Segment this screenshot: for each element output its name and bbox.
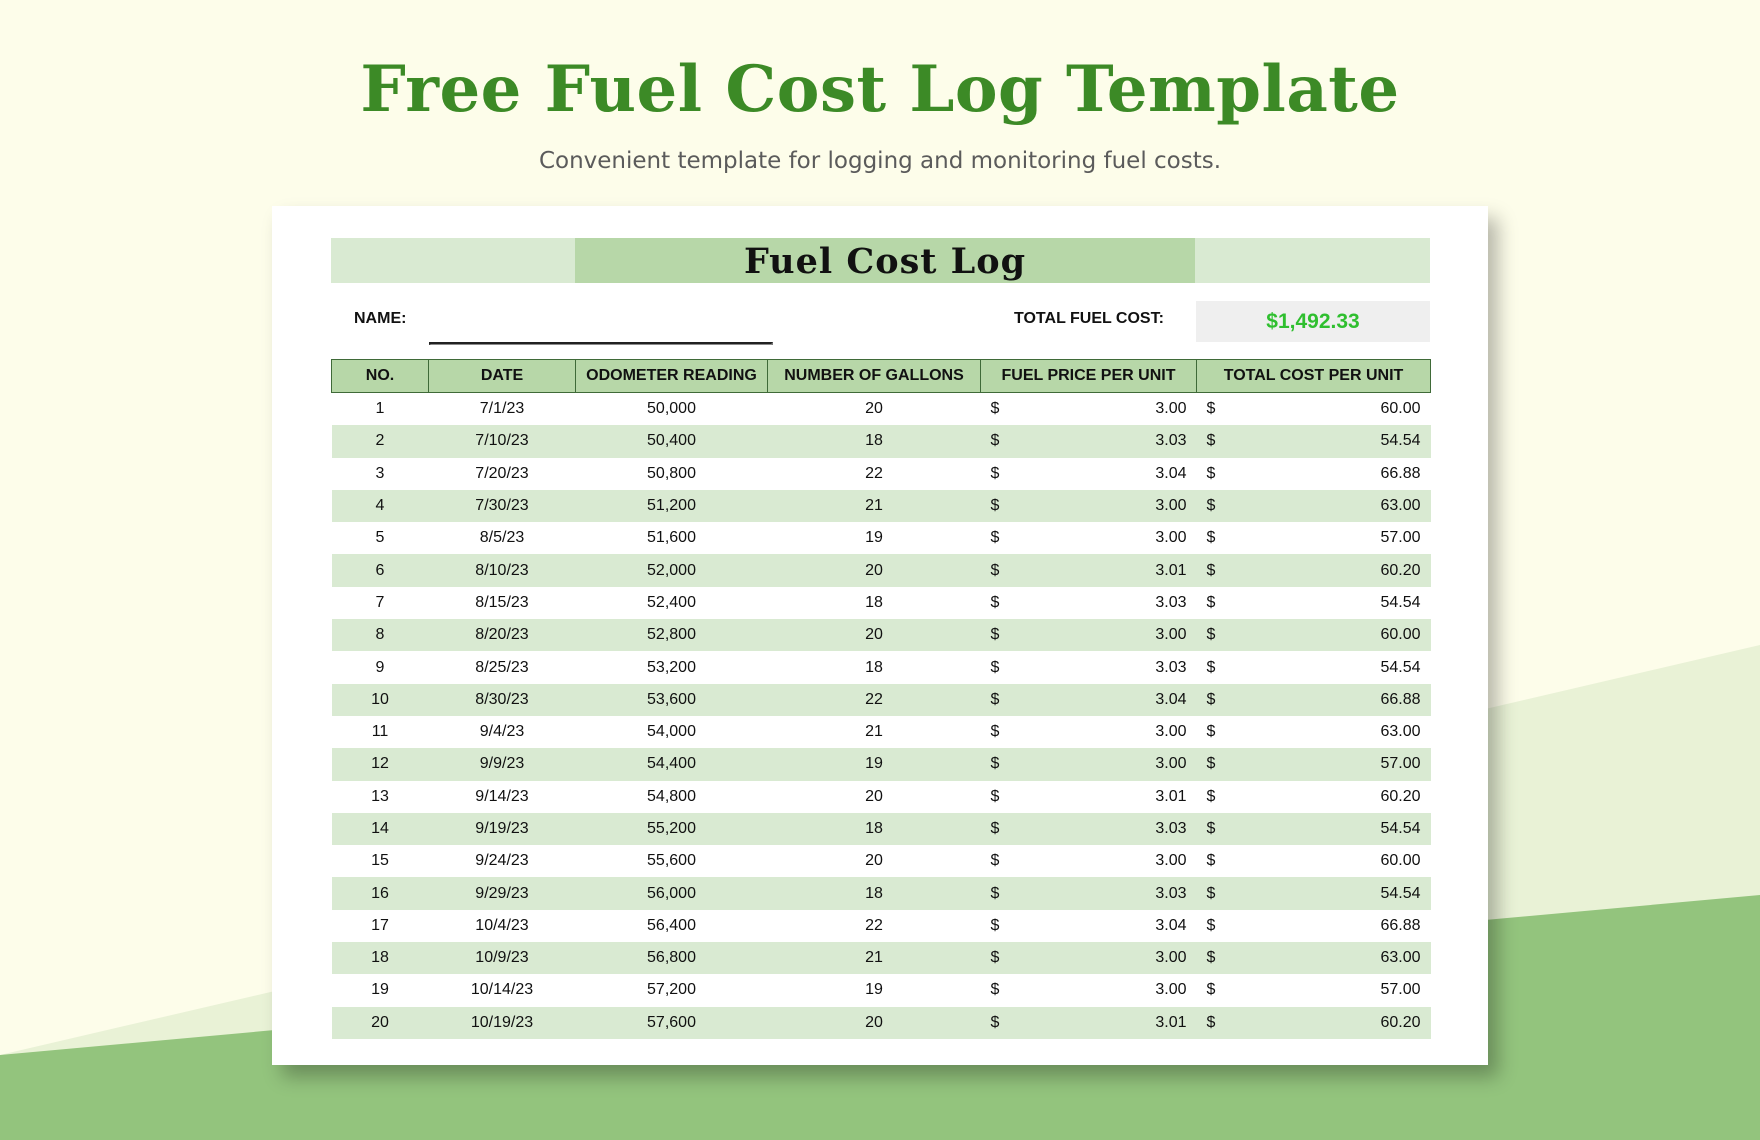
page-title: Free Fuel Cost Log Template bbox=[360, 52, 1400, 127]
cell-gallons: 21 bbox=[865, 723, 883, 741]
cell-total-cost-value: 54.54 bbox=[1380, 593, 1421, 611]
total-fuel-cost-label: TOTAL FUEL COST: bbox=[1014, 310, 1164, 327]
cell-fuel-price bbox=[981, 781, 1197, 813]
currency-symbol: $ bbox=[990, 884, 1000, 902]
cell-total-cost bbox=[1197, 651, 1431, 683]
currency-symbol: $ bbox=[990, 755, 1000, 773]
currency-symbol: $ bbox=[1206, 561, 1216, 579]
currency-symbol: $ bbox=[1206, 593, 1216, 611]
cell-gallons: 20 bbox=[768, 554, 981, 586]
cell-gallons: 19 bbox=[865, 981, 883, 999]
cell-odometer: 52,800 bbox=[576, 619, 768, 651]
cell-gallons: 21 bbox=[768, 942, 981, 974]
currency-symbol: $ bbox=[990, 561, 1000, 579]
table-row bbox=[332, 651, 1431, 683]
cell-fuel-price bbox=[981, 684, 1197, 716]
cell-gallons: 18 bbox=[768, 877, 981, 909]
cell-total-cost bbox=[1197, 845, 1431, 877]
cell-gallons: 20 bbox=[865, 852, 883, 870]
cell-date: 9/24/23 bbox=[475, 852, 529, 870]
cell-date: 7/20/23 bbox=[475, 464, 529, 482]
cell-date: 8/10/23 bbox=[429, 554, 576, 586]
cell-date: 7/10/23 bbox=[429, 425, 576, 457]
sheet-title: Fuel Cost Log bbox=[743, 241, 1027, 282]
currency-symbol: $ bbox=[1206, 529, 1216, 547]
cell-date: 7/30/23 bbox=[429, 490, 576, 522]
column-header-no: NO. bbox=[332, 360, 429, 393]
cell-total-cost bbox=[1197, 813, 1431, 845]
name-label: NAME: bbox=[354, 310, 407, 327]
cell-total-cost-value: 66.88 bbox=[1380, 464, 1421, 482]
cell-fuel-price-value: 3.04 bbox=[1155, 464, 1187, 482]
cell-odometer: 50,400 bbox=[576, 425, 768, 457]
cell-total-cost bbox=[1197, 748, 1431, 780]
cell-gallons: 20 bbox=[768, 1007, 981, 1039]
cell-odometer: 51,200 bbox=[576, 490, 768, 522]
cell-fuel-price bbox=[981, 1007, 1197, 1039]
cell-no: 9 bbox=[375, 658, 385, 676]
currency-symbol: $ bbox=[1206, 1013, 1216, 1031]
cell-no: 6 bbox=[332, 554, 429, 586]
cell-date: 10/4/23 bbox=[475, 916, 529, 934]
cell-fuel-price bbox=[981, 425, 1197, 457]
cell-total-cost-value: 54.54 bbox=[1380, 820, 1421, 837]
cell-date: 9/29/23 bbox=[429, 877, 576, 909]
cell-gallons: 22 bbox=[865, 464, 883, 482]
cell-fuel-price-value: 3.00 bbox=[1155, 981, 1187, 999]
currency-symbol: $ bbox=[990, 690, 1000, 708]
table-row bbox=[332, 716, 1431, 748]
cell-gallons: 20 bbox=[865, 400, 883, 418]
currency-symbol: $ bbox=[990, 916, 1000, 934]
currency-symbol: $ bbox=[1206, 981, 1216, 999]
cell-fuel-price bbox=[981, 393, 1197, 426]
currency-symbol: $ bbox=[990, 464, 1000, 482]
cell-total-cost-value: 57.00 bbox=[1380, 529, 1421, 547]
currency-symbol: $ bbox=[1206, 626, 1216, 644]
cell-no: 8 bbox=[332, 619, 429, 651]
column-header-gallons: NUMBER OF GALLONS bbox=[768, 360, 981, 393]
currency-symbol: $ bbox=[990, 593, 1000, 611]
cell-odometer: 53,200 bbox=[647, 658, 696, 676]
cell-total-cost bbox=[1197, 684, 1431, 716]
table-row bbox=[332, 490, 1431, 522]
cell-total-cost-value: 54.54 bbox=[1380, 432, 1421, 450]
cell-no: 18 bbox=[332, 942, 429, 974]
cell-no: 11 bbox=[371, 723, 389, 741]
cell-gallons: 22 bbox=[865, 916, 883, 934]
table-row bbox=[332, 393, 1431, 426]
currency-symbol: $ bbox=[1206, 820, 1216, 837]
cell-no: 7 bbox=[375, 593, 385, 611]
currency-symbol: $ bbox=[990, 723, 1000, 741]
column-header-total-cost: TOTAL COST PER UNIT bbox=[1197, 360, 1431, 393]
cell-total-cost bbox=[1197, 587, 1431, 619]
cell-date: 8/30/23 bbox=[429, 684, 576, 716]
table-header-row bbox=[332, 360, 1431, 393]
cell-odometer: 52,400 bbox=[647, 593, 696, 611]
cell-gallons: 19 bbox=[768, 748, 981, 780]
cell-total-cost-value: 63.00 bbox=[1380, 949, 1421, 967]
total-fuel-cost-value: $1,492.33 bbox=[1196, 301, 1430, 342]
table-row bbox=[332, 748, 1431, 780]
cell-total-cost-value: 66.88 bbox=[1380, 916, 1421, 934]
cell-odometer: 57,600 bbox=[576, 1007, 768, 1039]
cell-fuel-price-value: 3.01 bbox=[1155, 561, 1187, 579]
cell-no: 19 bbox=[371, 981, 389, 999]
currency-symbol: $ bbox=[1206, 916, 1216, 934]
currency-symbol: $ bbox=[990, 820, 1000, 837]
cell-total-cost bbox=[1197, 781, 1431, 813]
cell-total-cost bbox=[1197, 522, 1431, 554]
cell-gallons: 22 bbox=[768, 684, 981, 716]
cell-fuel-price-value: 3.00 bbox=[1155, 529, 1187, 547]
cell-fuel-price-value: 3.00 bbox=[1155, 723, 1187, 741]
currency-symbol: $ bbox=[990, 400, 1000, 418]
currency-symbol: $ bbox=[990, 981, 1000, 999]
cell-total-cost bbox=[1197, 1007, 1431, 1039]
cell-odometer: 53,600 bbox=[576, 684, 768, 716]
cell-fuel-price-value: 3.03 bbox=[1155, 884, 1187, 902]
sheet-title-band bbox=[331, 238, 1430, 283]
cell-fuel-price-value: 3.00 bbox=[1155, 755, 1187, 773]
cell-no: 2 bbox=[332, 425, 429, 457]
currency-symbol: $ bbox=[1206, 884, 1216, 902]
cell-odometer: 50,800 bbox=[647, 464, 696, 482]
cell-total-cost-value: 66.88 bbox=[1380, 690, 1421, 708]
table-row bbox=[332, 781, 1431, 813]
column-header-date: DATE bbox=[429, 360, 576, 393]
cell-odometer: 52,000 bbox=[576, 554, 768, 586]
cell-no: 12 bbox=[332, 748, 429, 780]
table-row bbox=[332, 554, 1431, 586]
table-row bbox=[332, 684, 1431, 716]
cell-fuel-price-value: 3.00 bbox=[1155, 949, 1187, 967]
currency-symbol: $ bbox=[990, 497, 1000, 515]
table-row bbox=[332, 910, 1431, 942]
currency-symbol: $ bbox=[1206, 464, 1216, 482]
cell-total-cost bbox=[1197, 490, 1431, 522]
cell-fuel-price-value: 3.03 bbox=[1155, 593, 1187, 611]
cell-total-cost-value: 60.20 bbox=[1380, 787, 1421, 805]
cell-date: 9/19/23 bbox=[429, 813, 576, 845]
cell-fuel-price-value: 3.01 bbox=[1155, 787, 1187, 805]
cell-total-cost-value: 60.00 bbox=[1380, 852, 1421, 870]
cell-fuel-price bbox=[981, 813, 1197, 845]
currency-symbol: $ bbox=[990, 432, 1000, 450]
currency-symbol: $ bbox=[990, 658, 1000, 676]
cell-fuel-price bbox=[981, 748, 1197, 780]
cell-odometer: 54,400 bbox=[576, 748, 768, 780]
table-row bbox=[332, 974, 1431, 1006]
fuel-log-table bbox=[331, 359, 1431, 1039]
cell-odometer: 51,600 bbox=[647, 529, 696, 547]
cell-fuel-price bbox=[981, 716, 1197, 748]
cell-no: 10 bbox=[332, 684, 429, 716]
currency-symbol: $ bbox=[990, 949, 1000, 967]
table-row bbox=[332, 619, 1431, 651]
currency-symbol: $ bbox=[990, 529, 1000, 547]
cell-date: 8/5/23 bbox=[479, 529, 525, 547]
currency-symbol: $ bbox=[1206, 949, 1216, 967]
cell-total-cost-value: 63.00 bbox=[1380, 497, 1421, 515]
spreadsheet-card bbox=[272, 206, 1488, 1065]
cell-total-cost-value: 63.00 bbox=[1380, 723, 1421, 741]
sheet-title-cell bbox=[575, 238, 1195, 283]
cell-odometer: 55,600 bbox=[647, 852, 696, 870]
cell-gallons: 20 bbox=[768, 619, 981, 651]
cell-total-cost bbox=[1197, 425, 1431, 457]
cell-fuel-price-value: 3.00 bbox=[1155, 497, 1187, 515]
cell-date: 8/25/23 bbox=[475, 658, 529, 676]
cell-fuel-price bbox=[981, 845, 1197, 877]
currency-symbol: $ bbox=[1206, 755, 1216, 773]
cell-total-cost-value: 57.00 bbox=[1380, 755, 1421, 773]
cell-odometer: 56,800 bbox=[576, 942, 768, 974]
cell-date: 8/15/23 bbox=[475, 593, 529, 611]
cell-total-cost bbox=[1197, 877, 1431, 909]
cell-fuel-price-value: 3.00 bbox=[1155, 626, 1187, 644]
cell-no: 15 bbox=[371, 852, 389, 870]
cell-total-cost bbox=[1197, 458, 1431, 490]
cell-no: 16 bbox=[332, 877, 429, 909]
cell-fuel-price bbox=[981, 651, 1197, 683]
cell-gallons: 19 bbox=[865, 529, 883, 547]
cell-fuel-price-value: 3.01 bbox=[1155, 1013, 1187, 1031]
cell-fuel-price-value: 3.03 bbox=[1155, 432, 1187, 450]
page-subtitle: Convenient template for logging and monitoring fuel costs. bbox=[538, 148, 1222, 174]
cell-fuel-price bbox=[981, 619, 1197, 651]
cell-fuel-price bbox=[981, 554, 1197, 586]
table-row bbox=[332, 522, 1431, 554]
table-row bbox=[332, 845, 1431, 877]
cell-total-cost-value: 60.00 bbox=[1380, 626, 1421, 644]
cell-date: 10/19/23 bbox=[429, 1007, 576, 1039]
cell-no: 4 bbox=[332, 490, 429, 522]
cell-odometer: 56,000 bbox=[576, 877, 768, 909]
currency-symbol: $ bbox=[1206, 400, 1216, 418]
cell-total-cost bbox=[1197, 393, 1431, 426]
cell-date: 10/14/23 bbox=[470, 981, 534, 999]
cell-fuel-price-value: 3.03 bbox=[1155, 658, 1187, 676]
cell-total-cost-value: 60.20 bbox=[1380, 561, 1421, 579]
table-row bbox=[332, 1007, 1431, 1039]
cell-date: 9/14/23 bbox=[475, 787, 529, 805]
currency-symbol: $ bbox=[990, 852, 1000, 870]
cell-gallons: 20 bbox=[865, 787, 883, 805]
cell-total-cost bbox=[1197, 554, 1431, 586]
cell-fuel-price bbox=[981, 587, 1197, 619]
column-header-fuel-price: FUEL PRICE PER UNIT bbox=[981, 360, 1197, 393]
table-row bbox=[332, 587, 1431, 619]
cell-total-cost-value: 54.54 bbox=[1380, 884, 1421, 902]
currency-symbol: $ bbox=[1206, 723, 1216, 741]
table-row bbox=[332, 425, 1431, 457]
cell-odometer: 56,400 bbox=[647, 916, 696, 934]
cell-total-cost-value: 60.20 bbox=[1380, 1013, 1421, 1031]
cell-no: 14 bbox=[332, 813, 429, 845]
cell-total-cost bbox=[1197, 974, 1431, 1006]
currency-symbol: $ bbox=[990, 787, 1000, 805]
cell-gallons: 18 bbox=[768, 813, 981, 845]
cell-total-cost-value: 57.00 bbox=[1380, 981, 1421, 999]
cell-total-cost bbox=[1197, 619, 1431, 651]
cell-no: 17 bbox=[371, 916, 389, 934]
cell-fuel-price-value: 3.00 bbox=[1155, 852, 1187, 870]
cell-fuel-price-value: 3.03 bbox=[1155, 820, 1187, 837]
cell-total-cost bbox=[1197, 716, 1431, 748]
cell-gallons: 18 bbox=[865, 593, 883, 611]
cell-date: 8/20/23 bbox=[429, 619, 576, 651]
cell-date: 9/4/23 bbox=[479, 723, 525, 741]
cell-fuel-price bbox=[981, 458, 1197, 490]
currency-symbol: $ bbox=[1206, 690, 1216, 708]
currency-symbol: $ bbox=[1206, 658, 1216, 676]
cell-odometer: 55,200 bbox=[576, 813, 768, 845]
cell-odometer: 57,200 bbox=[647, 981, 696, 999]
cell-date: 9/9/23 bbox=[429, 748, 576, 780]
cell-total-cost-value: 60.00 bbox=[1380, 400, 1421, 418]
cell-fuel-price-value: 3.04 bbox=[1155, 690, 1187, 708]
cell-odometer: 54,000 bbox=[647, 723, 696, 741]
cell-gallons: 18 bbox=[865, 658, 883, 676]
currency-symbol: $ bbox=[1206, 787, 1216, 805]
cell-total-cost-value: 54.54 bbox=[1380, 658, 1421, 676]
table-row bbox=[332, 458, 1431, 490]
cell-date: 10/9/23 bbox=[429, 942, 576, 974]
cell-no: 3 bbox=[375, 464, 385, 482]
cell-date: 7/1/23 bbox=[479, 400, 525, 418]
cell-no: 13 bbox=[371, 787, 389, 805]
cell-fuel-price bbox=[981, 877, 1197, 909]
cell-no: 1 bbox=[375, 400, 385, 418]
table-row bbox=[332, 877, 1431, 909]
table-row bbox=[332, 813, 1431, 845]
name-field[interactable] bbox=[429, 342, 773, 345]
cell-gallons: 18 bbox=[768, 425, 981, 457]
cell-fuel-price bbox=[981, 974, 1197, 1006]
currency-symbol: $ bbox=[1206, 432, 1216, 450]
table-row bbox=[332, 942, 1431, 974]
cell-odometer: 54,800 bbox=[647, 787, 696, 805]
table-body bbox=[332, 393, 1431, 1039]
cell-fuel-price bbox=[981, 942, 1197, 974]
cell-no: 20 bbox=[332, 1007, 429, 1039]
currency-symbol: $ bbox=[1206, 852, 1216, 870]
cell-total-cost bbox=[1197, 910, 1431, 942]
cell-total-cost bbox=[1197, 942, 1431, 974]
currency-symbol: $ bbox=[990, 1013, 1000, 1031]
currency-symbol: $ bbox=[1206, 497, 1216, 515]
cell-fuel-price bbox=[981, 490, 1197, 522]
cell-no: 5 bbox=[375, 529, 385, 547]
cell-gallons: 21 bbox=[768, 490, 981, 522]
cell-odometer: 50,000 bbox=[647, 400, 696, 418]
cell-fuel-price bbox=[981, 910, 1197, 942]
cell-fuel-price bbox=[981, 522, 1197, 554]
cell-fuel-price-value: 3.00 bbox=[1155, 400, 1187, 418]
column-header-odometer: ODOMETER READING bbox=[576, 360, 768, 393]
currency-symbol: $ bbox=[990, 626, 1000, 644]
cell-fuel-price-value: 3.04 bbox=[1155, 916, 1187, 934]
